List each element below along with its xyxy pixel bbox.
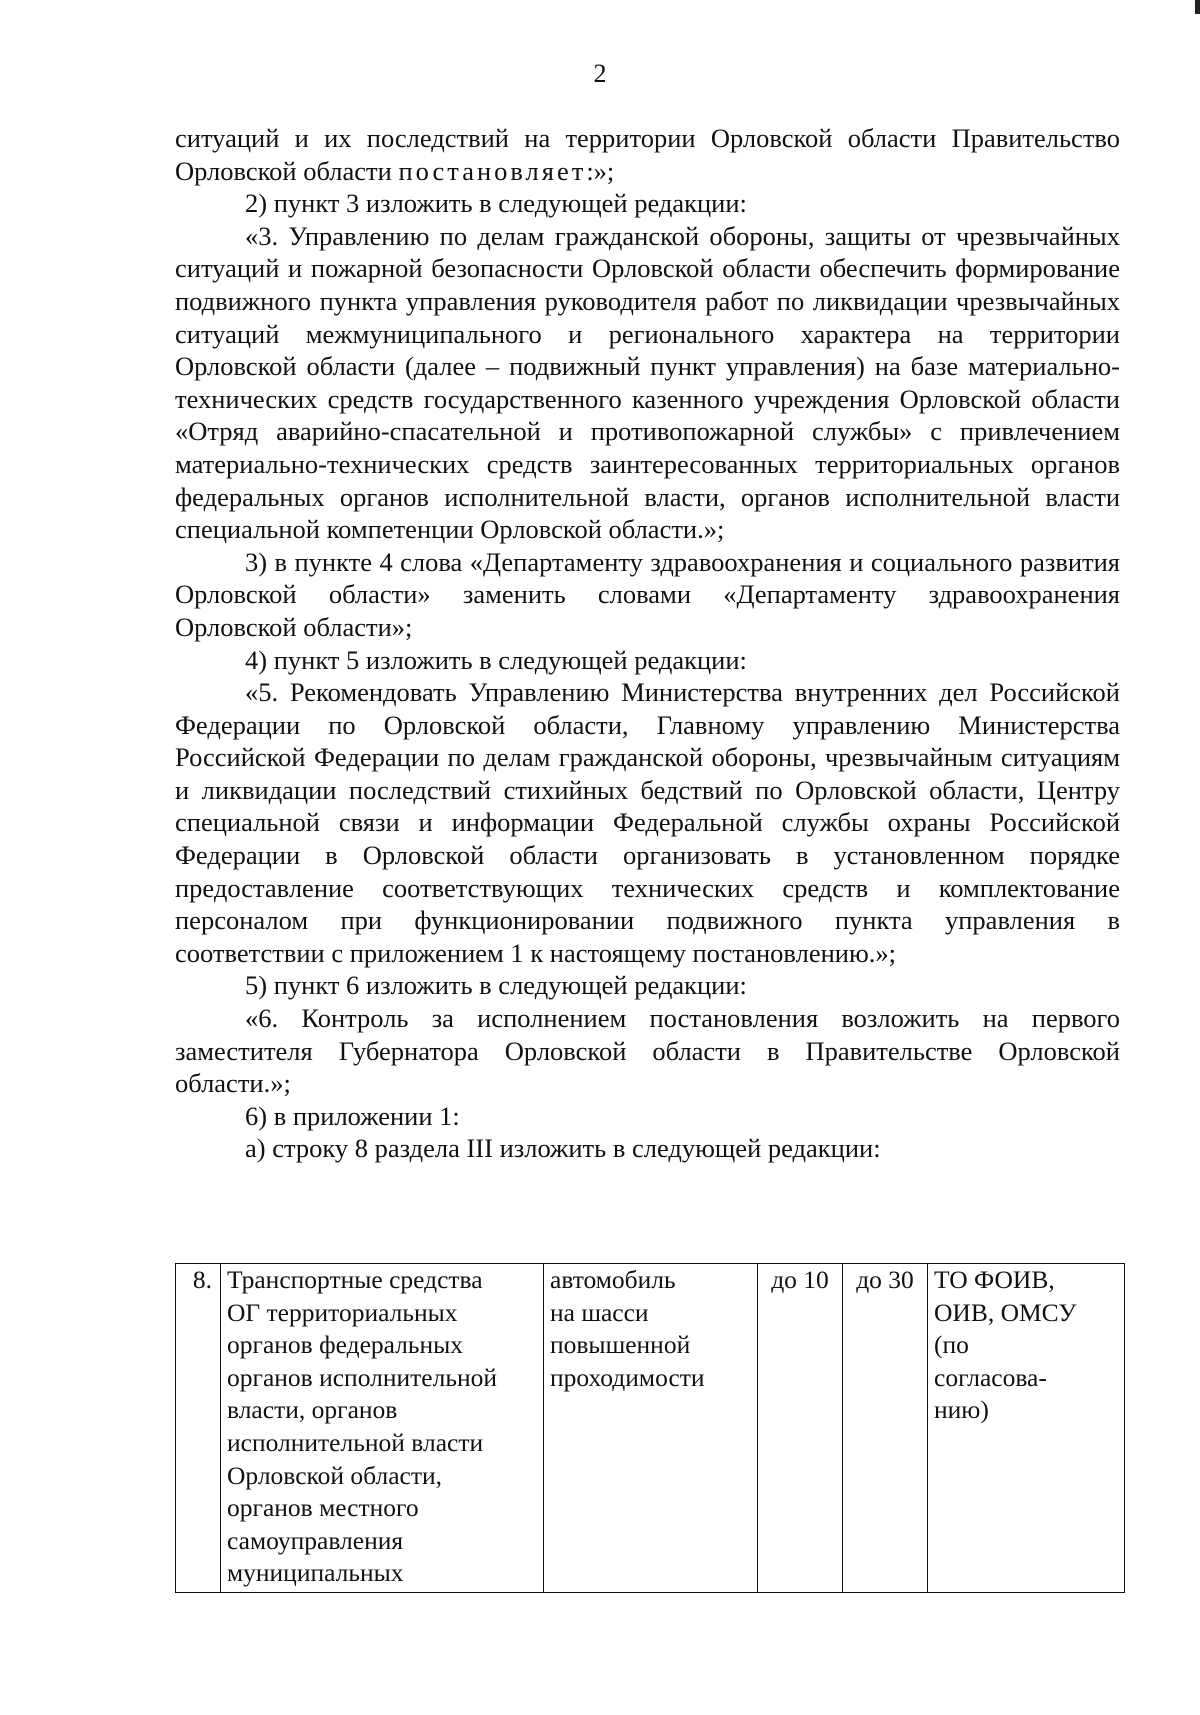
name-line: власти, органов <box>227 1395 398 1425</box>
paragraph-1 <box>175 122 1120 187</box>
name-line: исполнительной власти <box>227 1427 484 1457</box>
row-name-cell <box>221 1264 544 1593</box>
name-line: Орловской области, <box>227 1460 442 1490</box>
paragraph-8: «6. Контроль за исполнением постановления возложить на первого заместителя Губернатора Орловской области в Правительстве Орловской области.»; <box>175 1003 1120 1099</box>
name-line: ОГ территориальных <box>227 1297 458 1327</box>
name-line: органов местного <box>227 1493 419 1523</box>
row-type-cell <box>544 1264 758 1593</box>
owner-line: (по <box>934 1330 969 1360</box>
row-owner-cell <box>928 1264 1125 1593</box>
table-row <box>176 1264 1125 1593</box>
type-line: повышенной <box>550 1330 691 1360</box>
row-number: 8. <box>192 1265 212 1294</box>
owner-line: ТО ФОИВ, <box>934 1265 1055 1294</box>
page-number: 2 <box>593 59 607 88</box>
name-line: органов федеральных <box>227 1330 464 1360</box>
type-line: на шасси <box>550 1297 649 1327</box>
row-qty1: до 10 <box>771 1265 829 1294</box>
paragraph-4: 3) в пункте 4 слова «Департаменту здравоохранения и социального развития Орловской области» заменить словами «Департаменту здравоохранения Орловской области»; <box>175 546 1120 642</box>
paragraph-3: «3. Управлению по делам гражданской обороны, защиты от чрезвычайных ситуаций и пожарной безопасности Орловской области обеспечить формирование подвижного пункта управления руководителя работ по ликвидации чрезвычайных ситуаций межмуниципального и регионального характера на территории Орловской области (далее – подвижный пункт управления) на базе материально-технических средств государственного казенного учреждения Орловской области «Отряд аварийно-спасательной и противопожарной службы» с привлечением материально-технических средств заинтересованных территориальных органов федеральных органов исполнительной власти, органов исполнительной власти специальной компетенции Орловской области.»; <box>175 220 1120 545</box>
paragraph-7: 5) пункт 6 изложить в следующей редакции: <box>245 970 747 1001</box>
document-body <box>175 122 1120 1165</box>
name-line: органов исполнительной <box>227 1362 497 1392</box>
type-line: проходимости <box>550 1362 705 1392</box>
paragraph-1-spaced: постановляет <box>398 155 587 186</box>
paragraph-1-tail: :»; <box>586 155 615 186</box>
owner-line: ОИВ, ОМСУ <box>934 1297 1077 1327</box>
row-qty2-cell <box>843 1264 928 1593</box>
replacement-row-table <box>175 1263 1125 1593</box>
name-line: Транспортные средства <box>227 1265 483 1294</box>
row-qty2: до 30 <box>856 1265 914 1294</box>
owner-line: нию) <box>934 1395 989 1425</box>
paragraph-6: «5. Рекомендовать Управлению Министерства внутренних дел Российской Федерации по Орловской области, Главному управлению Министерства Российской Федерации по делам гражданской обороны, чрезвычайным ситуациям и ликвидации последствий стихийных бедствий по Орловской области, Центру специальной связи и информации Федеральной службы охраны Российской Федерации в Орловской области организовать в установленном порядке предоставление соответствующих технических средств и комплектование персоналом при функционировании подвижного пункта управления в соответствии с приложением 1 к настоящему постановлению.»; <box>175 677 1120 968</box>
owner-line: согласова- <box>934 1362 1047 1392</box>
name-line: самоуправления <box>227 1525 404 1555</box>
paragraph-1-text: ситуаций и их последствий на территории Орловской области Правительство Орловской области <box>175 123 1120 186</box>
paragraph-9: 6) в приложении 1: <box>245 1100 460 1131</box>
row-qty1-cell <box>758 1264 843 1593</box>
scan-edge-mark <box>1195 0 1200 14</box>
paragraph-2: 2) пункт 3 изложить в следующей редакции: <box>245 188 747 219</box>
paragraph-10: а) строку 8 раздела III изложить в следующей редакции: <box>245 1133 881 1164</box>
type-line: автомобиль <box>550 1265 676 1294</box>
row-number-cell <box>176 1264 221 1593</box>
name-line: муниципальных <box>227 1558 404 1588</box>
paragraph-5: 4) пункт 5 изложить в следующей редакции: <box>245 644 747 675</box>
